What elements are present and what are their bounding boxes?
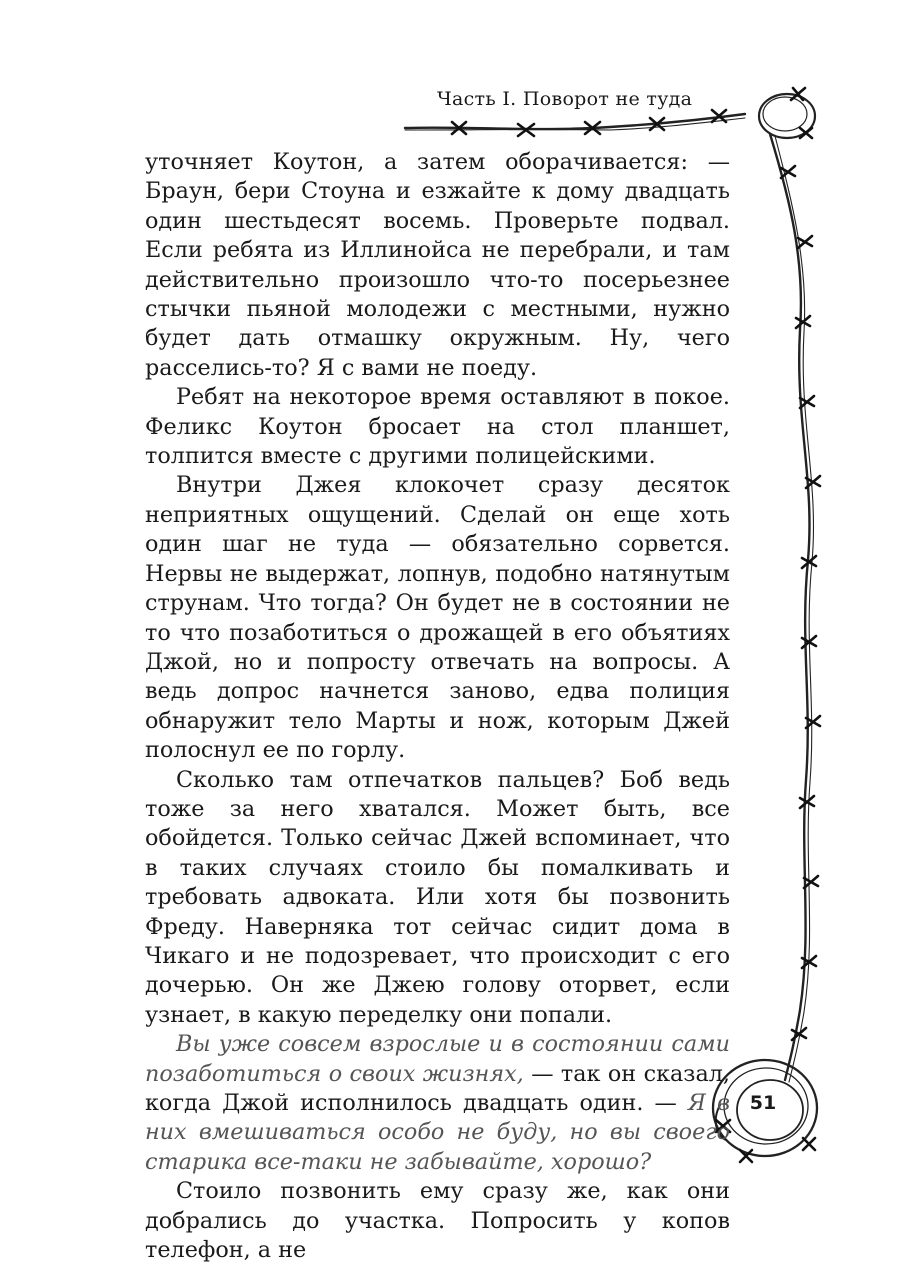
- wire-top-coil-2: [763, 97, 807, 131]
- running-head: Часть I. Поворот не туда: [437, 88, 693, 110]
- paragraph: Ребят на некоторое время оставляют в покое. Феликс Коутон бросает на стол планшет, толпится вместе с другими полицейскими.: [145, 384, 730, 470]
- paragraph: уточняет Коутон, а затем оборачивается: — Браун, бери Стоуна и езжайте к дому двадцать один шестьдесят восемь. Проверьте подвал. Если ребята из Иллинойса не перебрали, и там действительно произошло что-то посерьезнее стычки пьяной молодежи с местными, нужно будет дать отмашку окружным. Ну, чего расселись-то? Я с вами не поеду.: [145, 149, 730, 381]
- page-number: 51: [749, 1092, 777, 1114]
- wire-right-strand-2: [775, 136, 814, 1082]
- paragraph: Стоило позвонить ему сразу же, как они добрались до участка. Попросить у копов телефон, а не: [145, 1178, 730, 1264]
- italic-quote-part: Вы уже совсем взрослые и в состоянии сами позаботиться о своих жизнях,: [145, 1031, 730, 1087]
- paragraph-quote: [145, 1030, 730, 1177]
- body-text: [145, 148, 730, 1265]
- quote-attribution: — так он сказал, когда Джой исполнилось двадцать один. —: [145, 1060, 731, 1116]
- paragraph: Внутри Джея клокочет сразу десяток неприятных ощущений. Сделай он еще хоть один шаг не туда — обязательно сорвется. Нервы не выдержат, лопнув, подобно натянутым струнам. Что тогда? Он будет не в состоянии не то что позаботиться о дрожащей в его объятиях Джой, но и попросту отвечать на вопросы. А ведь допрос начнется заново, едва полиция обнаружит тело Марты и нож, которым Джей полоснул ее по горлу.: [145, 472, 730, 764]
- italic-quote-part: Я в них вмешиваться особо не буду, но вы своего старика все-таки не забывайте, хорошо?: [145, 1090, 730, 1175]
- paragraph: Сколько там отпечатков пальцев? Боб ведь тоже за него хватался. Может быть, все обойдется. Только сейчас Джей вспоминает, что в таких случаях стоило бы помалкивать и требовать адвоката. Или хотя бы позвонить Фреду. Наверняка тот сейчас сидит дома в Чикаго и не подозревает, что происходит с его дочерью. Он же Джею голову оторвет, если узнает, в какую переделку они попали.: [145, 766, 730, 1028]
